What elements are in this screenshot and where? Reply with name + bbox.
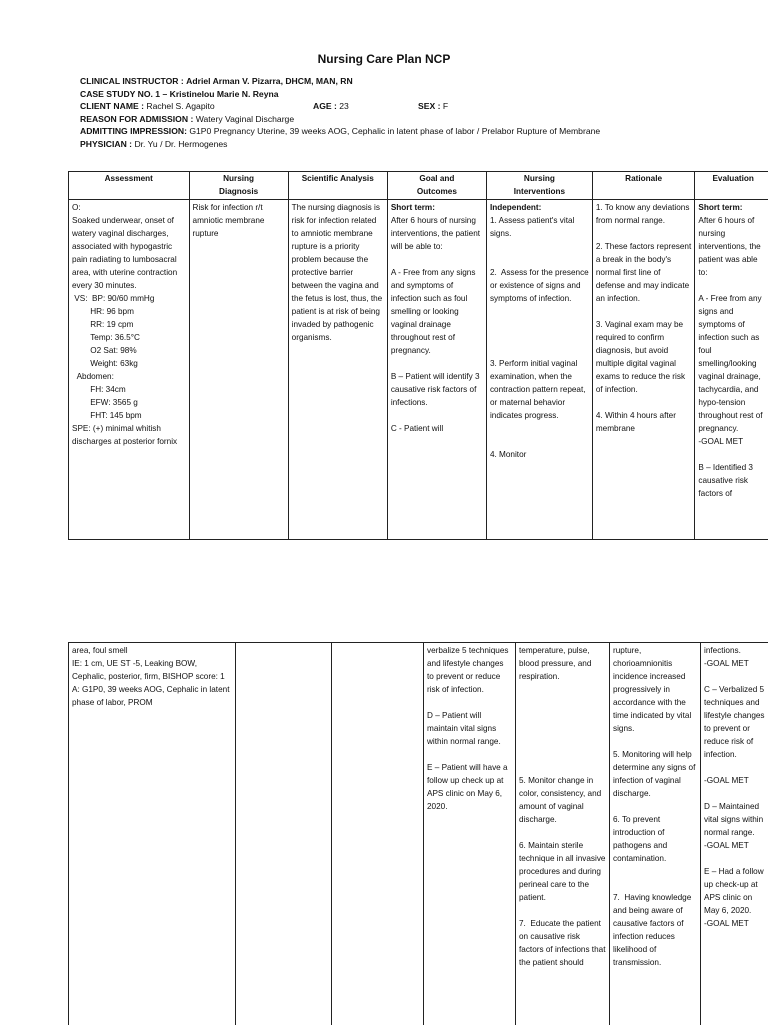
table-row — [69, 643, 768, 1025]
case-name: Kristinelou Marie N. Reyna — [170, 89, 279, 99]
diagnosis-cell — [236, 643, 332, 1025]
impression-value: G1P0 Pregnancy Uterine, 39 weeks AOG, Cephalic in latent phase of labor / Prelabor Rupture of Membrane — [189, 126, 600, 136]
page-title: Nursing Care Plan NCP — [0, 52, 768, 66]
client-label: CLIENT NAME : — [80, 101, 144, 111]
rationale-cell: 1. To know any deviations from normal range. 2. These factors represent a break in the body's normal first line of defense and may indicate an infection. 3. Vaginal exam may be required to confirm diagnosis, but avoid multiple digital vaginal exams to reduce the risk of infection. 4. Within 4 hours after membrane — [592, 200, 695, 540]
goal-text: After 6 hours of nursing interventions, the patient will be able to: A - Free from any signs and symptoms of infection such as foul smelling or looking vaginal drainage throughout rest of pregnancy. B – Patient will identify 3 causative risk factors of infections. C - Patient will — [391, 214, 483, 435]
assessment-cell: O: Soaked underwear, onset of watery vaginal discharges, associated with hypogastric pain radiating to lumbosacral area, with uterine contraction every 30 minutes. VS: BP: 90/60 mmHg HR: 96 bpm RR: 19 cpm Temp: 36.5°C O2 Sat: 98% Weight: 63kg Abdomen: FH: 34cm EFW: 3565 g FHT: 145 bpm SPE: (+) minimal whitish discharges at posterior fornix — [69, 200, 190, 540]
sex-field — [418, 100, 448, 113]
physician-value: Dr. Yu / Dr. Hermogenes — [134, 139, 227, 149]
analysis-cell — [332, 643, 424, 1025]
reason-value: Watery Vaginal Discharge — [196, 114, 294, 124]
sex-label: SEX : — [418, 101, 440, 111]
goal-cell: verbalize 5 techniques and lifestyle changes to prevent or reduce risk of infection. D – Patient will maintain vital signs within normal range. E – Patient will have a follow up check up at APS clinic on May 6, 2020. — [424, 643, 516, 1025]
col-analysis: Scientific Analysis — [288, 172, 387, 200]
age-field — [313, 100, 349, 113]
instructor-name: Adriel Arman V. Pizarra, DHCM, MAN, RN — [186, 76, 353, 86]
rationale-cell: rupture, chorioamnionitis incidence increased progressively in accordance with the time indicated by vital signs. 5. Monitoring will help determine any signs of infection of vaginal discharge. 6. To prevent introduction of pathogens and contamination. 7. Having knowledge and being aware of causative factors of infection reduces likelihood of transmission. — [610, 643, 701, 1025]
col-goal: Goal and Outcomes — [387, 172, 486, 200]
case-row — [80, 88, 720, 101]
ncp-table-page1 — [68, 171, 768, 540]
diagnosis-cell: Risk for infection r/t amniotic membrane rupture — [189, 200, 288, 540]
interventions-heading: Independent: — [490, 201, 589, 214]
goal-heading: Short term: — [391, 201, 483, 214]
impression-label: ADMITTING IMPRESSION: — [80, 126, 187, 136]
table-header-row — [69, 172, 768, 200]
analysis-cell: The nursing diagnosis is risk for infection related to amniotic membrane rupture is a priority problem because the protective barrier between the vagina and the fetus is lost, thus, the patient is at risk of being invaded by pathogenic organisms. — [288, 200, 387, 540]
evaluation-cell: infections. -GOAL MET C – Verbalized 5 techniques and lifestyle changes to prevent or reduce risk of infection. -GOAL MET D – Maintained vital signs within normal range. -GOAL MET E – Had a follow up check-up at APS clinic on May 6, 2020. -GOAL MET — [701, 643, 768, 1025]
age-value: 23 — [339, 101, 349, 111]
instructor-row — [80, 75, 720, 88]
evaluation-text: After 6 hours of nursing interventions, the patient was able to: A - Free from any signs and symptoms of infection such as foul smelling/looking vaginal drainage, tachycardia, and hypo-tension throughout rest of pregnancy. -GOAL MET B – Identified 3 causative risk factors of — [698, 214, 768, 500]
interventions-cell — [486, 200, 592, 540]
table-row — [69, 200, 768, 540]
evaluation-heading: Short term: — [698, 201, 768, 214]
interventions-cell: temperature, pulse, blood pressure, and respiration. 5. Monitor change in color, consistency, and amount of vaginal discharge. 6. Maintain sterile technique in all invasive procedures and during perineal care to the patient. 7. Educate the patient on causative risk factors of infections that the patient should — [516, 643, 610, 1025]
age-label: AGE : — [313, 101, 337, 111]
physician-row — [80, 138, 720, 151]
col-interventions: Nursing Interventions — [486, 172, 592, 200]
reason-label: REASON FOR ADMISSION : — [80, 114, 193, 124]
col-rationale: Rationale — [592, 172, 695, 200]
goal-cell — [387, 200, 486, 540]
col-diagnosis: Nursing Diagnosis — [189, 172, 288, 200]
assessment-cell: area, foul smell IE: 1 cm, UE ST -5, Leaking BOW, Cephalic, posterior, firm, BISHOP score: 1 A: G1P0, 39 weeks AOG, Cephalic in latent phase of labor, PROM — [69, 643, 236, 1025]
instructor-label: CLINICAL INSTRUCTOR : — [80, 76, 184, 86]
reason-row — [80, 113, 720, 126]
client-name: Rachel S. Agapito — [146, 101, 214, 111]
col-evaluation: Evaluation — [695, 172, 768, 200]
case-header — [80, 75, 720, 151]
physician-label: PHYSICIAN : — [80, 139, 132, 149]
col-assessment: Assessment — [69, 172, 190, 200]
client-row — [80, 100, 720, 113]
evaluation-cell — [695, 200, 768, 540]
interventions-text: 1. Assess patient's vital signs. 2. Assess for the presence or existence of signs and symptoms of infection. 3. Perform initial vaginal examination, when the contraction pattern repeat, or maternal behavior indicates progress. 4. Monitor — [490, 214, 589, 461]
impression-row — [80, 125, 720, 138]
ncp-table-page2 — [68, 642, 768, 1025]
case-label: CASE STUDY NO. 1 – — [80, 89, 167, 99]
sex-value: F — [443, 101, 448, 111]
